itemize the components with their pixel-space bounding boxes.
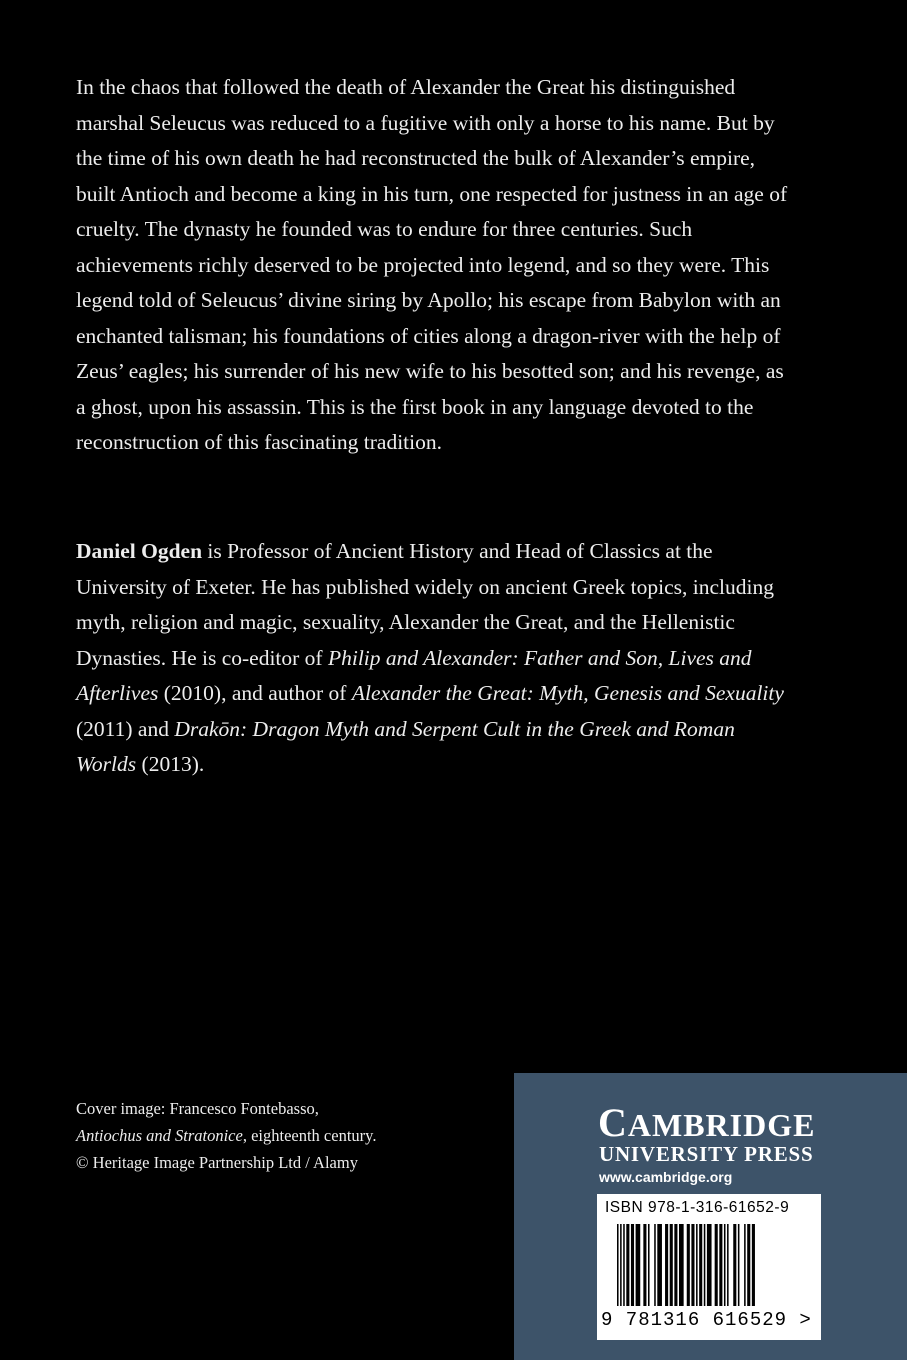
barcode-bar: [752, 1224, 755, 1306]
credit-line-3: © Heritage Image Partnership Ltd / Alamy: [76, 1153, 358, 1172]
barcode-bar: [623, 1224, 625, 1306]
barcode-bar: [636, 1224, 641, 1306]
barcode-bar: [744, 1224, 746, 1306]
barcode-icon: [597, 1224, 821, 1312]
barcode-bar: [670, 1224, 673, 1306]
credit-line-2: [76, 1122, 496, 1149]
cover-credit: [76, 1095, 496, 1176]
book-title-drakon: Drakōn: Dragon Myth and Serpent Cult in the Greek and Roman Worlds: [76, 716, 735, 776]
barcode-bar: [648, 1224, 650, 1306]
barcode-bar: [631, 1224, 634, 1306]
barcode-bar: [727, 1224, 729, 1306]
barcode-bar: [657, 1224, 662, 1306]
author-bio: [76, 534, 796, 783]
barcode-bar: [620, 1224, 622, 1306]
barcode-bar: [679, 1224, 684, 1306]
publisher-logo-name: CAMBRIDGE: [598, 1100, 816, 1145]
barcode-bar: [724, 1224, 726, 1306]
publisher-url: www.cambridge.org: [599, 1169, 733, 1185]
barcode-bar: [665, 1224, 668, 1306]
barcode-bar: [654, 1224, 656, 1306]
publisher-subtitle: UNIVERSITY PRESS: [599, 1142, 814, 1166]
ean-digits: 9 781316 616529 >: [601, 1309, 812, 1331]
credit-line-2-rest: , eighteenth century.: [242, 1126, 377, 1145]
barcode-bar: [699, 1224, 702, 1306]
bio-text-1: is Professor of Ancient History and Head of Classics at the University of Exeter. He has published widely on ancient Greek topics, including myth, religion and magic, sexuality, Alexander the Great, and the Hellenistic Dynasties. He is co-editor of: [76, 539, 774, 670]
barcode-bar: [733, 1224, 736, 1306]
book-title-philip: Philip and Alexander: Father and Son, Lives and Afterlives: [76, 645, 752, 705]
book-description: In the chaos that followed the death of Alexander the Great his distinguished marshal Seleucus was reduced to a fugitive with only a horse to his name. But by the time of his own death he had reconstructed the bulk of Alexander’s empire, built Antioch and become a king in his turn, one respected for justness in an age of cruelty. The dynasty he founded was to endure for three centuries. Such achievements richly deserved to be projected into legend, and so they were. This legend told of Seleucus’ divine siring by Apollo; his escape from Babylon with an enchanted talisman; his foundations of cities along a dragon-river with the help of Zeus’ eagles; his surrender of his new wife to his besotted son; and his revenge, as a ghost, upon his assassin. This is the first book in any language devoted to the reconstruction of this fascinating tradition.: [76, 75, 788, 454]
book-title-alexander: Alexander the Great: Myth, Genesis and Sexuality: [351, 681, 784, 705]
barcode-bar: [738, 1224, 740, 1306]
barcode-bar: [691, 1224, 694, 1306]
barcode-bar: [719, 1224, 722, 1306]
barcode-bar: [715, 1224, 718, 1306]
barcode-bar: [704, 1224, 706, 1306]
credit-line-1: Cover image: Francesco Fontebasso,: [76, 1099, 319, 1118]
isbn-label: ISBN 978-1-316-61652-9: [605, 1199, 790, 1216]
bio-text-4: (2013).: [136, 752, 205, 776]
barcode-bar: [643, 1224, 646, 1306]
artwork-title: Antiochus and Stratonice: [76, 1126, 243, 1145]
barcode-bar: [707, 1224, 712, 1306]
bio-text-2: (2010), and author of: [158, 681, 352, 705]
barcode-bar: [747, 1224, 750, 1306]
author-name: Daniel Ogden: [76, 539, 203, 563]
bio-text-3: (2011) and: [76, 716, 175, 741]
barcode-panel: [597, 1194, 821, 1340]
barcode-bar: [674, 1224, 677, 1306]
barcode-bar: [687, 1224, 690, 1306]
barcode-bar: [617, 1224, 619, 1306]
barcode-bar: [626, 1224, 629, 1306]
barcode-bar: [696, 1224, 698, 1306]
